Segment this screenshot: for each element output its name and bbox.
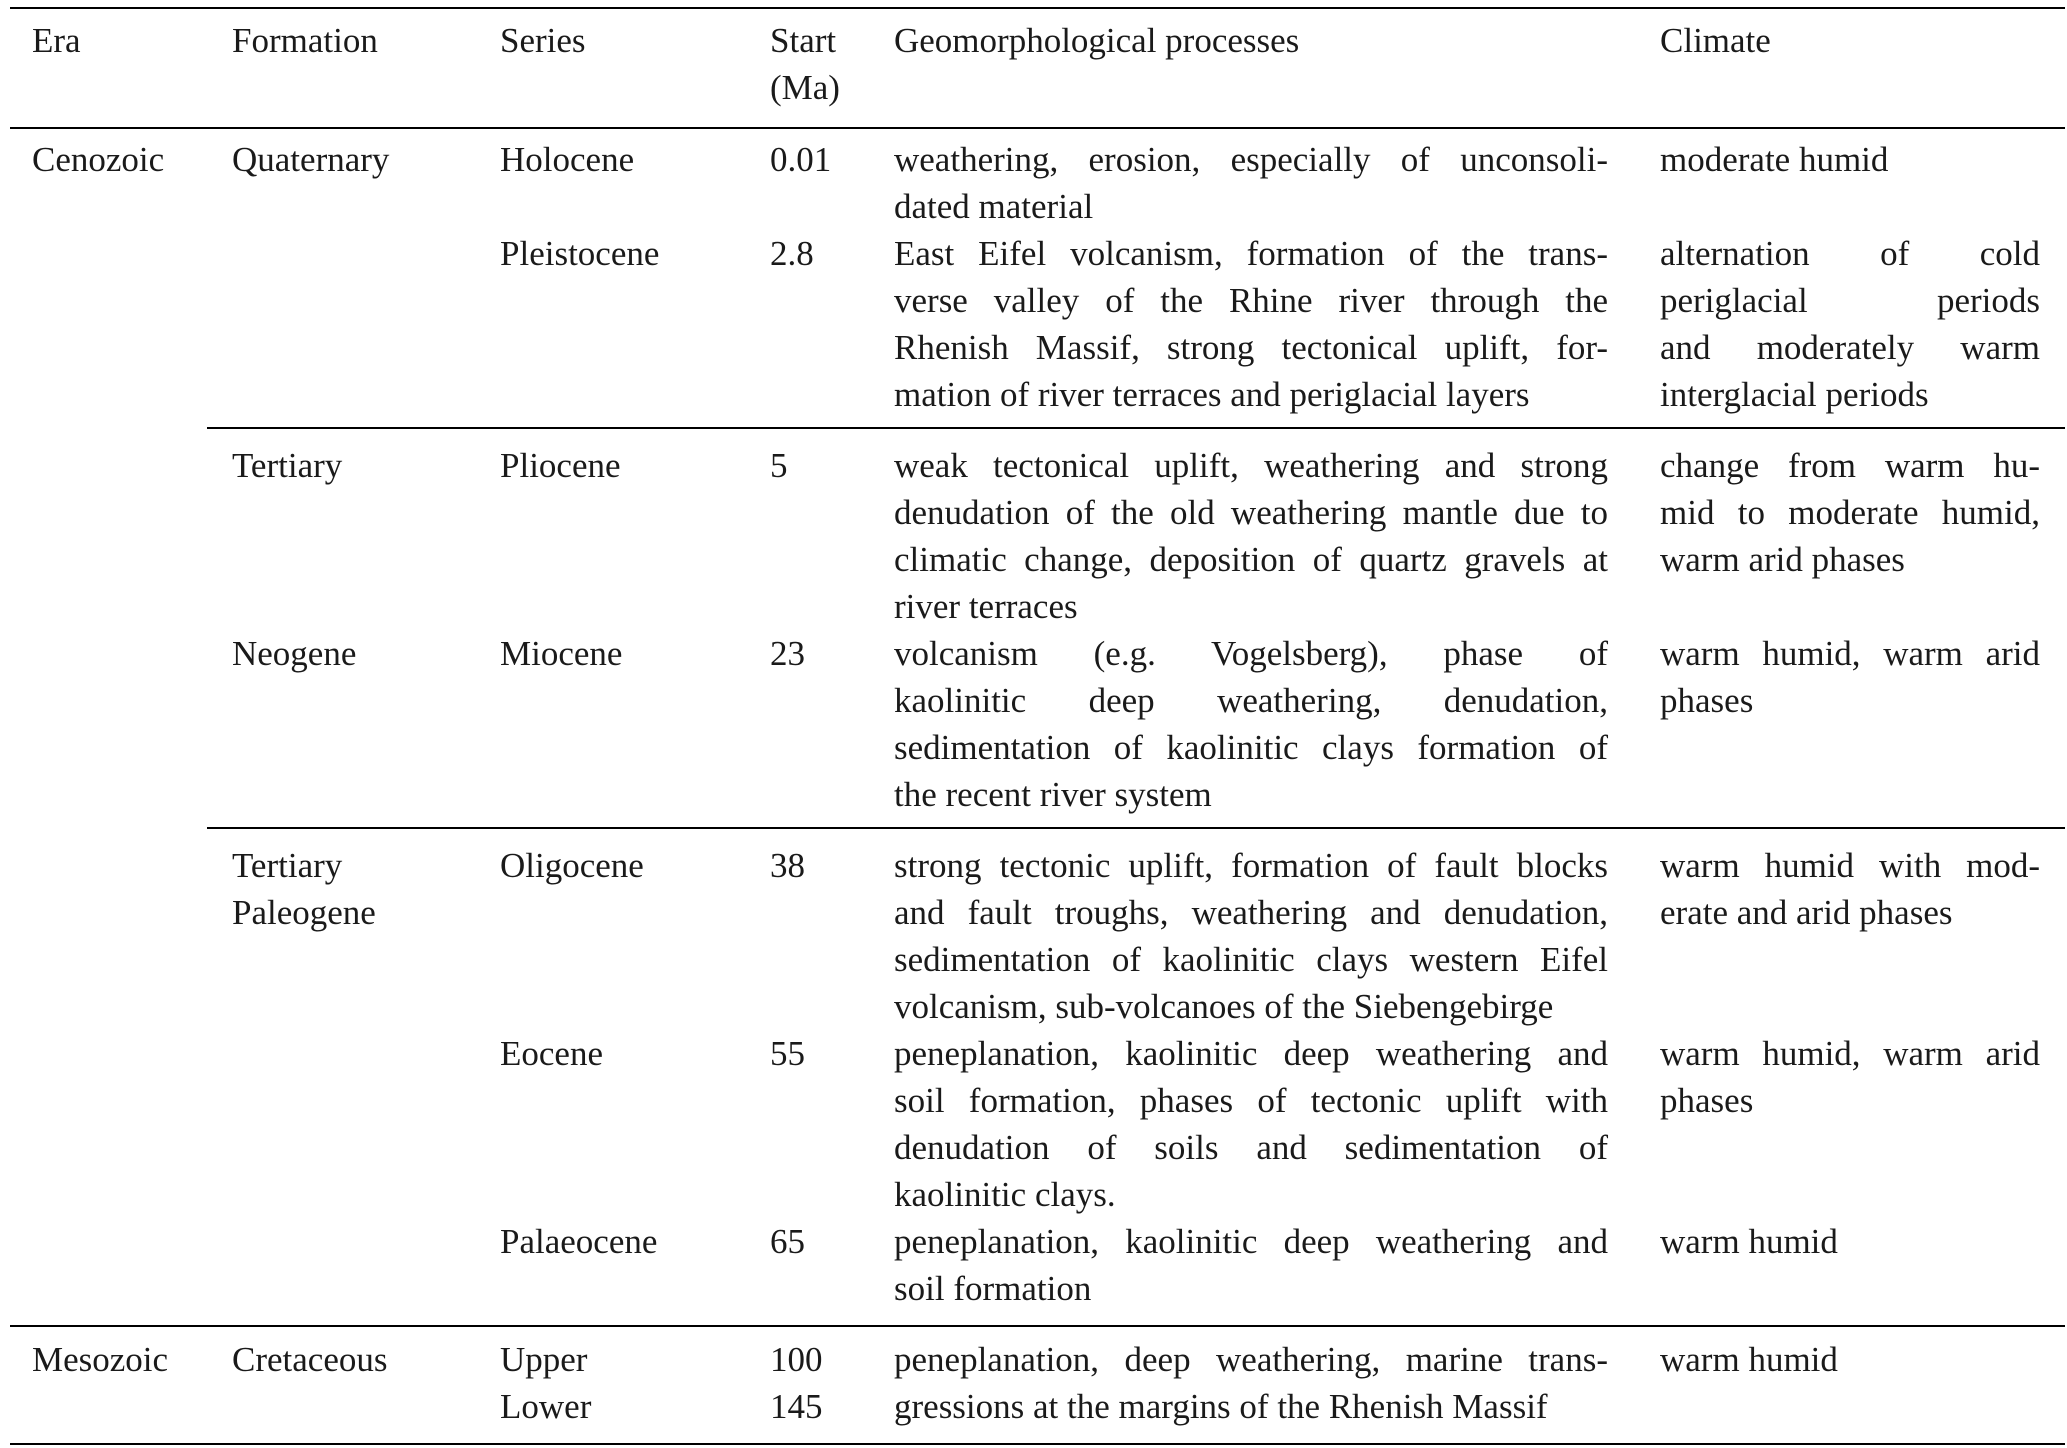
- climate-line: periglacial periods: [1660, 281, 2040, 320]
- start-pleistocene: 2.8: [770, 234, 814, 273]
- climate-pleistocene: [1660, 230, 2040, 418]
- geo-line: dated material: [894, 187, 1094, 226]
- header-geo: Geomorphological processes: [894, 21, 1300, 60]
- quaternary-bottom-rule: [207, 427, 2065, 429]
- header-climate: Climate: [1660, 21, 1771, 60]
- geo-line: strong tectonic uplift, formation of fault blocks: [894, 846, 1608, 885]
- climate-oligocene: [1660, 842, 2040, 936]
- geo-line: East Eifel volcanism, formation of the trans-: [894, 234, 1608, 273]
- climate-miocene: [1660, 630, 2040, 724]
- series-holocene: Holocene: [500, 140, 635, 179]
- geo-eocene: [894, 1030, 1608, 1218]
- header-formation: Formation: [232, 21, 378, 60]
- era-cenozoic: Cenozoic: [32, 140, 165, 179]
- climate-line: warm humid: [1660, 1222, 1838, 1261]
- start-pliocene: 5: [770, 446, 788, 485]
- geo-miocene: [894, 630, 1608, 818]
- geo-line: weak tectonical uplift, weathering and strong: [894, 446, 1608, 485]
- start-miocene: 23: [770, 634, 805, 673]
- series-miocene: Miocene: [500, 634, 623, 673]
- header-start: [770, 17, 840, 111]
- climate-line: change from warm hu-: [1660, 446, 2040, 485]
- geo-holocene: [894, 136, 1608, 230]
- geo-line: sedimentation of kaolinitic clays formation of: [894, 728, 1608, 767]
- geo-line: denudation of soils and sedimentation of: [894, 1128, 1608, 1167]
- geo-line: volcanism (e.g. Vogelsberg), phase of: [894, 634, 1608, 673]
- start-eocene: 55: [770, 1034, 805, 1073]
- neogene-bottom-rule: [207, 827, 2065, 829]
- header-start-line2: (Ma): [770, 68, 840, 107]
- climate-line: moderate humid: [1660, 140, 1889, 179]
- era-mesozoic: Mesozoic: [32, 1340, 169, 1379]
- geo-line: kaolinitic deep weathering, denudation,: [894, 681, 1608, 720]
- start-cretaceous: [770, 1336, 823, 1430]
- climate-line: alternation of cold: [1660, 234, 2040, 273]
- climate-palaeocene: [1660, 1218, 2040, 1265]
- geo-line: climatic change, deposition of quartz gravels at: [894, 540, 1608, 579]
- geo-line: gressions at the margins of the Rhenish Massif: [894, 1387, 1548, 1426]
- geo-line: mation of river terraces and periglacial layers: [894, 375, 1530, 414]
- geo-cretaceous: [894, 1336, 1608, 1430]
- series-palaeocene: Palaeocene: [500, 1222, 658, 1261]
- header-era: Era: [32, 21, 81, 60]
- start-oligocene: 38: [770, 846, 805, 885]
- top-rule: [10, 7, 2065, 9]
- series-upper: Upper: [500, 1340, 588, 1379]
- geo-line: soil formation, phases of tectonic uplift with: [894, 1081, 1608, 1120]
- header-series: Series: [500, 21, 586, 60]
- geo-line: sedimentation of kaolinitic clays western Eifel: [894, 940, 1608, 979]
- header-rule: [10, 127, 2065, 129]
- formation-cretaceous: Cretaceous: [232, 1340, 388, 1379]
- series-pliocene: Pliocene: [500, 446, 621, 485]
- climate-line: and moderately warm: [1660, 328, 2040, 367]
- series-pleistocene: Pleistocene: [500, 234, 660, 273]
- climate-line: phases: [1660, 1081, 1754, 1120]
- bottom-rule: [10, 1443, 2065, 1445]
- geo-line: verse valley of the Rhine river through the: [894, 281, 1608, 320]
- climate-line: erate and arid phases: [1660, 893, 1953, 932]
- formation-line: Tertiary: [232, 846, 343, 885]
- cenozoic-bottom-rule: [10, 1325, 2065, 1327]
- start-lower: 145: [770, 1387, 823, 1426]
- climate-line: warm humid, warm arid: [1660, 634, 2040, 673]
- geo-palaeocene: [894, 1218, 1608, 1312]
- formation-line: Paleogene: [232, 893, 376, 932]
- formation-neogene: Neogene: [232, 634, 357, 673]
- geo-line: denudation of the old weathering mantle due to: [894, 493, 1608, 532]
- climate-line: warm arid phases: [1660, 540, 1905, 579]
- climate-line: warm humid: [1660, 1340, 1838, 1379]
- climate-line: mid to moderate humid,: [1660, 493, 2040, 532]
- start-upper: 100: [770, 1340, 823, 1379]
- geo-pleistocene: [894, 230, 1608, 418]
- start-holocene: 0.01: [770, 140, 832, 179]
- geo-line: the recent river system: [894, 775, 1212, 814]
- header-start-line1: Start: [770, 21, 837, 60]
- climate-pliocene: [1660, 442, 2040, 583]
- series-eocene: Eocene: [500, 1034, 603, 1073]
- geo-pliocene: [894, 442, 1608, 630]
- formation-tertiary-paleogene: [232, 842, 376, 936]
- climate-line: phases: [1660, 681, 1754, 720]
- geo-line: peneplanation, deep weathering, marine trans-: [894, 1340, 1608, 1379]
- geo-line: peneplanation, kaolinitic deep weathering and: [894, 1034, 1608, 1073]
- climate-line: warm humid, warm arid: [1660, 1034, 2040, 1073]
- geo-line: volcanism, sub-volcanoes of the Siebengebirge: [894, 987, 1554, 1026]
- geo-line: peneplanation, kaolinitic deep weathering and: [894, 1222, 1608, 1261]
- geo-line: river terraces: [894, 587, 1078, 626]
- climate-eocene: [1660, 1030, 2040, 1124]
- climate-holocene: [1660, 136, 2040, 183]
- climate-line: interglacial periods: [1660, 375, 1929, 414]
- climate-cretaceous: [1660, 1336, 2040, 1383]
- geo-line: kaolinitic clays.: [894, 1175, 1116, 1214]
- geo-oligocene: [894, 842, 1608, 1030]
- geo-line: Rhenish Massif, strong tectonical uplift, for-: [894, 328, 1608, 367]
- geo-line: and fault troughs, weathering and denudation,: [894, 893, 1608, 932]
- series-lower: Lower: [500, 1387, 592, 1426]
- start-palaeocene: 65: [770, 1222, 805, 1261]
- geo-line: weathering, erosion, especially of unconsoli-: [894, 140, 1608, 179]
- formation-tertiary: Tertiary: [232, 446, 343, 485]
- climate-line: warm humid with mod-: [1660, 846, 2040, 885]
- series-cretaceous: [500, 1336, 591, 1430]
- series-oligocene: Oligocene: [500, 846, 644, 885]
- geo-line: soil formation: [894, 1269, 1092, 1308]
- formation-quaternary: Quaternary: [232, 140, 390, 179]
